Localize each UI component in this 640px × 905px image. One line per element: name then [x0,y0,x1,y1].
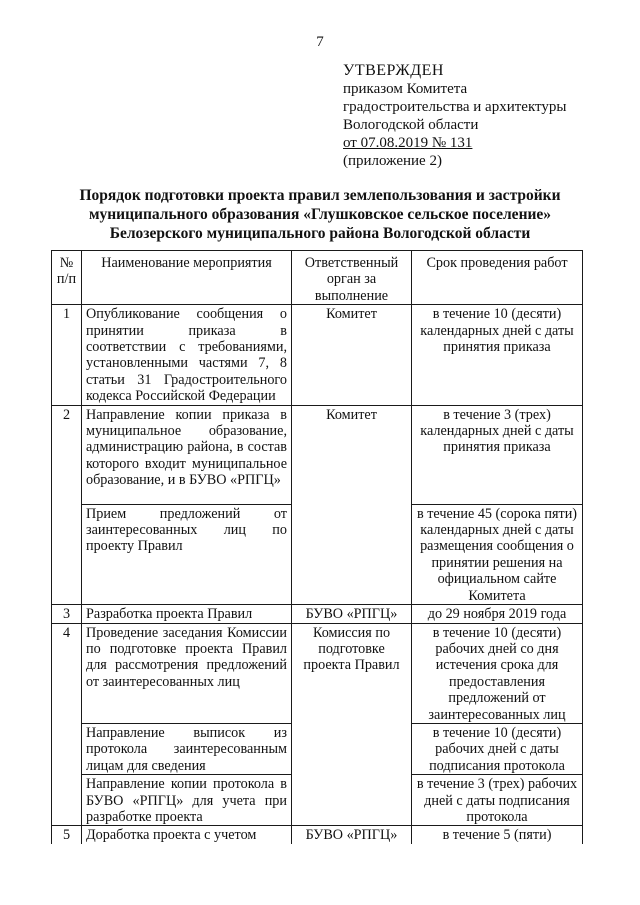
title-line: муниципального образования «Глушковское сельское поселение» [88,206,552,223]
approval-line: Вологодской области [343,117,479,133]
row-term: в течение 3 (трех) рабочих дней с даты подписания протокола [412,775,583,826]
title-line: Белозерского муниципального района Вологодской области [109,225,531,242]
approval-appendix: (приложение 2) [343,153,442,169]
page-number: 7 [316,34,324,50]
row-num: 5 [52,826,82,844]
table-row [52,623,583,723]
row-term: в течение 10 (десяти) рабочих дней с даты подписания протокола [412,723,583,774]
approval-line: градостроительства и архитектуры [343,99,567,115]
table-row [52,605,583,623]
approval-line: приказом Комитета [343,81,468,97]
row-num: 1 [52,305,82,405]
row-num: 2 [52,405,82,604]
row-event: Направление копии протокола в БУВО «РПГЦ» для учета при разработке проекта [82,775,292,826]
row-num: 4 [52,623,82,826]
row-term: в течение 3 (трех) календарных дней с даты принятия приказа [412,405,583,504]
row-term: до 29 ноября 2019 года [412,605,583,623]
header-term: Срок проведения работ [412,251,583,305]
title-line: Порядок подготовки проекта правил землепользования и застройки [79,187,561,204]
row-term: в течение 10 (десяти) календарных дней с даты принятия приказа [412,305,583,405]
row-org: Комитет [292,405,412,604]
row-org: Комиссия по подготовке проекта Правил [292,623,412,826]
approval-stamp [343,62,633,170]
header-org: Ответственный орган за выполнение [292,251,412,305]
procedure-table [51,250,583,844]
row-num: 3 [52,605,82,623]
row-term: в течение 10 (десяти) рабочих дней со дня истечения срока для предоставления предложений от заинтересованных лиц [412,623,583,723]
row-event: Проведение заседания Комиссии по подготовке проекта Правил для рассмотрения предложений от заинтересованных лиц [82,623,292,723]
row-event: Прием предложений от заинтересованных лиц по проекту Правил [82,504,292,604]
row-term: в течение 5 (пяти) [412,826,583,844]
header-num: № п/п [52,251,82,305]
row-event: Направление копии приказа в муниципальное образование, администрацию района, в состав которого входит муниципальное образование, и в БУВО «РПГЦ» [82,405,292,504]
table-header-row [52,251,583,305]
row-event: Доработка проекта с учетом [82,826,292,844]
header-event: Наименование мероприятия [82,251,292,305]
document-title [40,186,600,243]
row-org: БУВО «РПГЦ» [292,826,412,844]
approval-heading: УТВЕРЖДЕН [343,62,444,79]
row-org: БУВО «РПГЦ» [292,605,412,623]
row-event: Направление выписок из протокола заинтересованным лицам для сведения [82,723,292,774]
row-event: Опубликование сообщения о принятии приказа в соответствии с требованиями, установленными частями 7, 8 статьи 31 Градостроительного кодекса Российской Федерации [82,305,292,405]
approval-order-ref: от 07.08.2019 № 131 [343,135,473,151]
table-row [52,305,583,405]
row-event: Разработка проекта Правил [82,605,292,623]
table-row [52,826,583,844]
row-term: в течение 45 (сорока пяти) календарных дней с даты размещения сообщения о принятии решения на официальном сайте Комитета [412,504,583,604]
row-org: Комитет [292,305,412,405]
table-row [52,405,583,504]
